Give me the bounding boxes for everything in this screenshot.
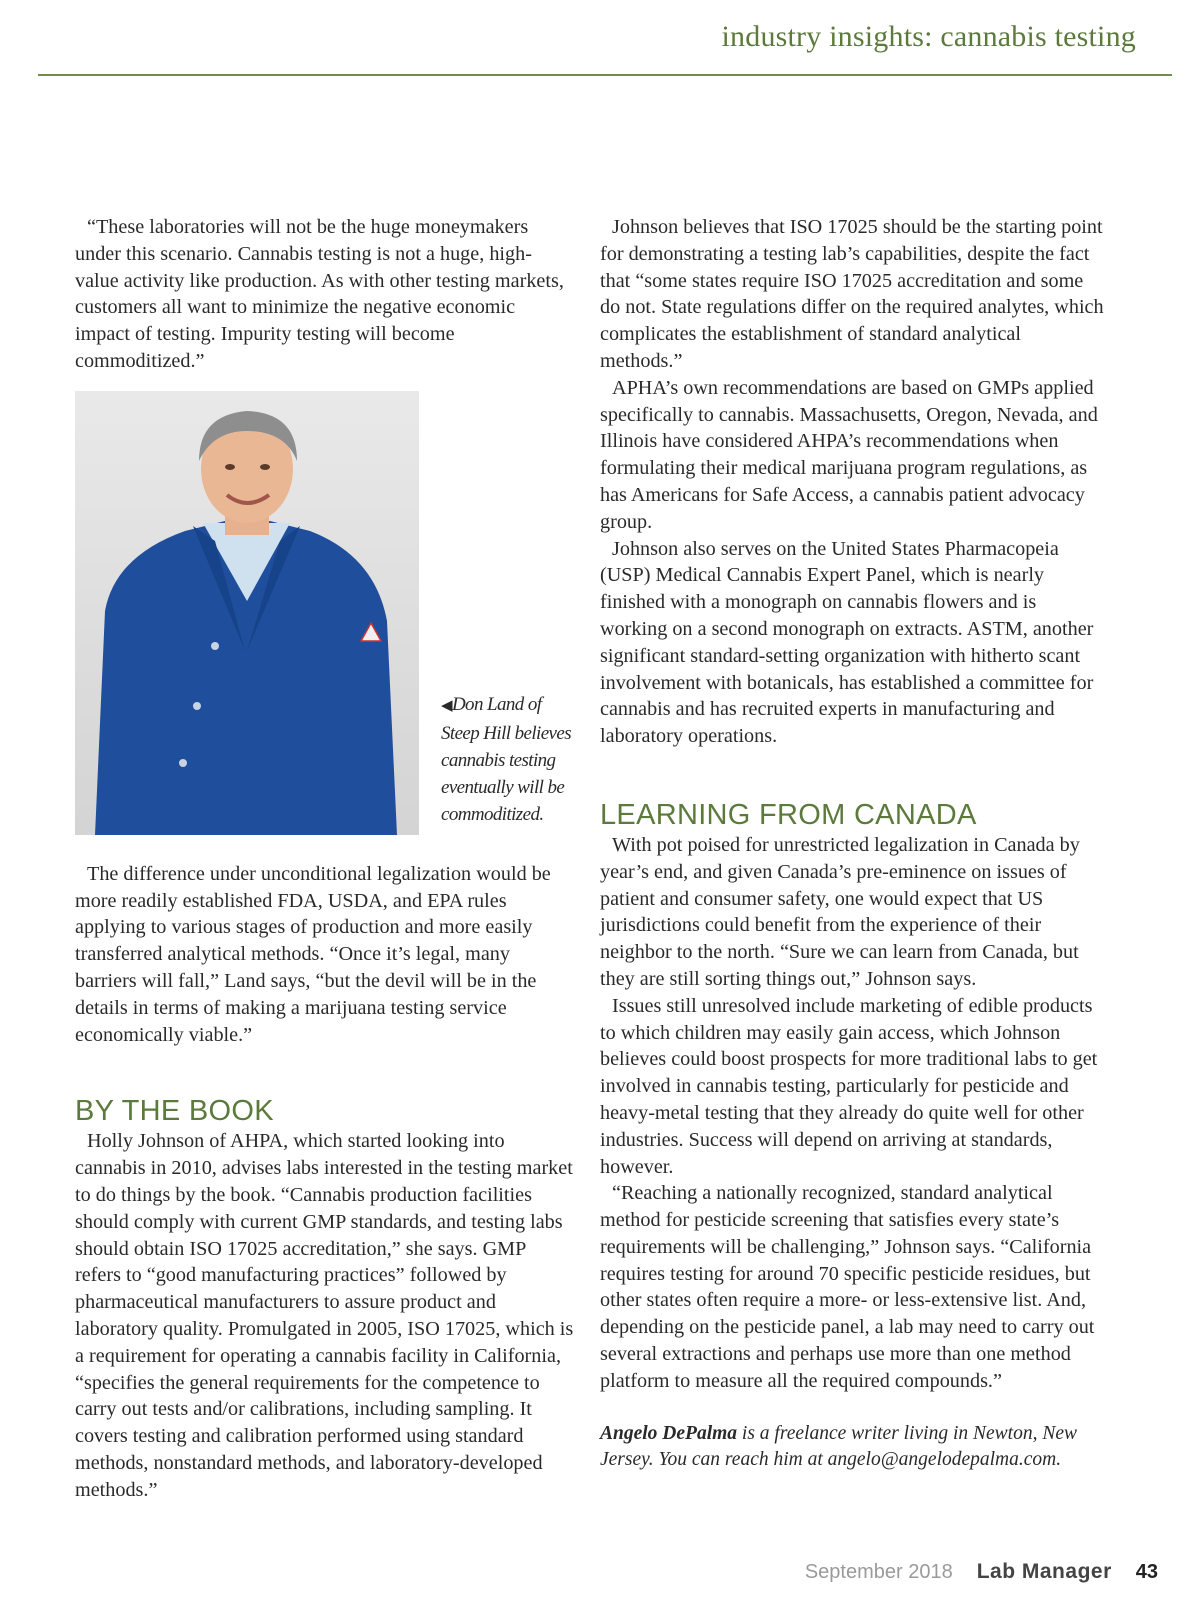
caption-pointer-icon: ◀ (441, 697, 452, 714)
section-heading: LEARNING FROM CANADA (600, 798, 977, 831)
header-divider (38, 74, 1172, 76)
photo-figure (75, 391, 575, 835)
author-bio-text: is a freelance writer living in Newton, New Jersey. You can reach him at angelo@angelodepalma.com. (600, 1422, 1078, 1471)
body-paragraph: The difference under unconditional legalization would be more readily established FDA, USDA, and EPA rules applying to various stages of production and more easily transferred analytical methods. “Once it’s legal, many barriers will fall,” Land says, “but the devil will be in the details in terms of making a marijuana testing service economically viable.” (75, 862, 551, 1046)
photo-caption (441, 691, 581, 828)
body-paragraph: Holly Johnson of AHPA, which started looking into cannabis in 2010, advises labs interested in the testing market to do things by the book. “Cannabis production facilities should comply with current GMP standards, and testing labs should obtain ISO 17025 accreditation,” she says. GMP refers to “good manufacturing practices” followed by pharmaceutical manufacturers to assure product and laboratory quality. Promulgated in 2005, ISO 17025, which is a requirement for operating a cannabis facility in California, “specifies the general requirements for the competence to carry out tests and/or calibrations, including sampling. It covers testing and calibration performed using standard methods, nonstandard methods, and laboratory-developed methods.” (75, 1130, 574, 1501)
page-footer (805, 1560, 1158, 1584)
left-column (75, 214, 575, 1504)
body-paragraph: Issues still unresolved include marketing of edible products to which children may easily gain access, which Johnson believes could boost prospects for more traditional labs to get involved in cannabis testing, particularly for pesticide and heavy-metal testing that they already do quite well for other industries. Success will depend on arriving at standards, however. (600, 994, 1098, 1178)
body-paragraph: “Reaching a nationally recognized, standard analytical method for pesticide screening that satisfies every state’s requirements will be challenging,” Johnson says. “California requires testing for around 70 specific pesticide residues, but other states often require a more- or less-extensive list. And, depending on the pesticide panel, a lab may need to carry out several extractions and perhaps use more than one method platform to measure all the required compounds.” (600, 1182, 1095, 1392)
body-paragraph: Johnson believes that ISO 17025 should be the starting point for demonstrating a testing lab’s capabilities, despite the fact that “some states require ISO 17025 accreditation and some do not. State regulations differ on the required analytes, which complicates the establishment of standard analytical methods.” (600, 216, 1104, 372)
magazine-name: Lab Manager (976, 1560, 1112, 1583)
page-number: 43 (1135, 1561, 1158, 1583)
body-paragraph: Johnson also serves on the United States Pharmacopeia (USP) Medical Cannabis Expert Panel, which is nearly finished with a monograph on cannabis flowers and is working on a second monograph on extracts. ASTM, another significant standard-setting organization with hitherto scant involvement with botanicals, has established a committee for cannabis and has recruited experts in manufacturing and laboratory operations. (600, 537, 1094, 748)
caption-text: Don Land of Steep Hill believes cannabis testing eventually will be commoditized. (441, 693, 571, 825)
right-column (600, 214, 1105, 1474)
portrait-photo (75, 391, 419, 835)
body-paragraph: APHA’s own recommendations are based on GMPs applied specifically to cannabis. Massachusetts, Oregon, Nevada, and Illinois have considered AHPA’s recommendations when formulating their medical marijuana program regulations, as has Americans for Safe Access, a cannabis patient advocacy group. (600, 376, 1098, 533)
body-paragraph: With pot poised for unrestricted legalization in Canada by year’s end, and given Canada’s pre-eminence on issues of patient and consumer safety, one would expect that US jurisdictions could benefit from the experience of their neighbor to the north. “Sure we can learn from Canada, but they are still sorting things out,” Johnson says. (600, 833, 1080, 990)
author-bio (600, 1421, 1105, 1475)
issue-date: September 2018 (804, 1561, 953, 1583)
portrait-illustration (75, 391, 419, 835)
section-heading: BY THE BOOK (75, 1095, 274, 1128)
body-paragraph: “These laboratories will not be the huge moneymakers under this scenario. Cannabis testing is not a huge, high-value activity like production. As with other testing markets, customers all want to minimize the negative economic impact of testing. Impurity testing will become commoditized.” (75, 216, 564, 372)
author-name: Angelo DePalma (600, 1422, 738, 1444)
running-header: industry insights: cannabis testing (721, 20, 1136, 53)
